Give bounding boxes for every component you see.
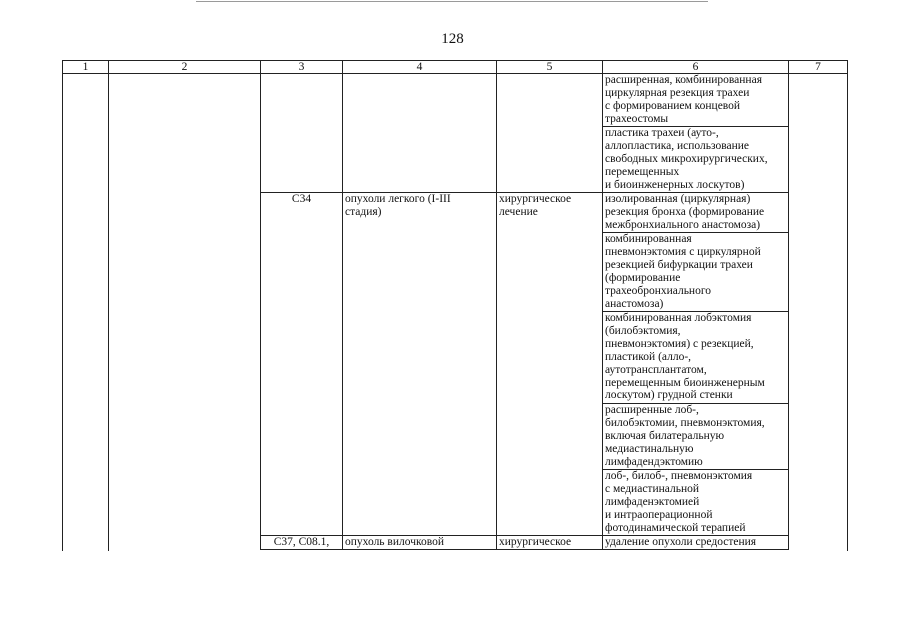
code-cell (261, 74, 343, 193)
diagnosis-cell (343, 74, 497, 193)
bottom-border (261, 550, 789, 551)
table-row (63, 74, 848, 127)
procedure-cell: комбинированная пневмонэктомия с циркулярной резекцией бифуркации трахеи (формирование трахеобронхиального анастомоза) (603, 233, 789, 312)
treatment-cell (497, 74, 603, 193)
diagnosis-cell: опухоли легкого (I-III стадия) (343, 193, 497, 536)
procedure-cell: комбинированная лобэктомия (билобэктомия, пневмонэктомия) с резекцией, пластикой (алло-, аутотрансплантатом, перемещенным биоинженерным лоскутом) грудной стенки (603, 312, 789, 404)
code-cell: C34 (261, 193, 343, 536)
column-number-row (63, 61, 848, 74)
col1-cell (63, 74, 109, 551)
treatment-cell: хирургическое (497, 536, 603, 550)
page-number: 128 (441, 31, 464, 47)
procedure-cell: удаление опухоли средостения (603, 536, 789, 550)
procedure-cell: расширенная, комбинированная циркулярная резекция трахеи с формированием концевой трахеостомы (603, 74, 789, 127)
column-header: 3 (261, 61, 343, 74)
col2-cell (109, 74, 261, 551)
treatment-cell: хирургическое лечение (497, 193, 603, 536)
procedure-cell: расширенные лоб-, билобэктомии, пневмонэктомия, включая билатеральную медиастинальную лимфадендэктомию (603, 404, 789, 470)
procedure-cell: пластика трахеи (ауто-, аллопластика, использование свободных микрохирургических, перемещенных и биоинженерных лоскутов) (603, 127, 789, 193)
column-header: 2 (109, 61, 261, 74)
diagnosis-cell: опухоль вилочковой (343, 536, 497, 550)
column-header: 6 (603, 61, 789, 74)
column-header: 7 (789, 61, 848, 74)
col7-cell (789, 74, 848, 551)
column-header: 4 (343, 61, 497, 74)
treatment-table (62, 60, 848, 550)
top-rule (196, 1, 708, 2)
column-header: 5 (497, 61, 603, 74)
procedure-cell: изолированная (циркулярная) резекция бронха (формирование межбронхиального анастомоза) (603, 193, 789, 233)
procedure-cell: лоб-, билоб-, пневмонэктомия с медиастинальной лимфаденэктомией и интраоперационной фотодинамической терапией (603, 470, 789, 536)
column-header: 1 (63, 61, 109, 74)
code-cell: C37, C08.1, (261, 536, 343, 550)
